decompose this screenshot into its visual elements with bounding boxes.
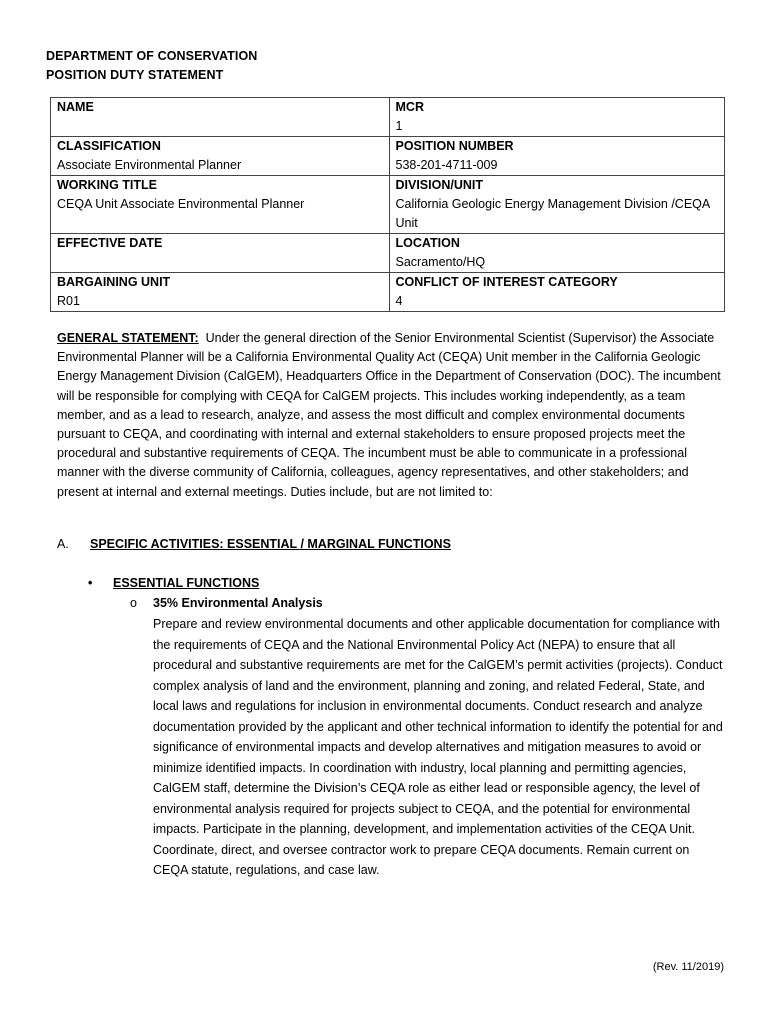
mcr-value: 1 bbox=[395, 119, 403, 133]
department-title: DEPARTMENT OF CONSERVATION bbox=[46, 49, 258, 63]
table-row bbox=[51, 234, 725, 273]
table-row bbox=[51, 98, 725, 137]
location-value: Sacramento/HQ bbox=[395, 255, 486, 269]
name-cell bbox=[51, 98, 390, 137]
classification-cell bbox=[51, 137, 390, 176]
essential-functions-title: ESSENTIAL FUNCTIONS bbox=[113, 576, 260, 590]
coi-value: 4 bbox=[395, 294, 403, 308]
position-number-value: 538-201-4711-009 bbox=[395, 158, 498, 172]
general-statement-text: Under the general direction of the Senior Environmental Scientist (Supervisor) the Associate Environmental Planner will be a California Environmental Quality Act (CEQA) Unit member in the California Geologic Energy Management Division (CalGEM), Headquarters Office in the Department of Conservation (DOC). The incumbent will be responsible for complying with CEQA for CalGEM projects. This includes working independently, as a team member, and as a lead to research, analyze, and assess the most difficult and complex environmental documents pursuant to CEQA, and coordinating with internal and external stakeholders to ensure proposed projects meet the procedural and substantive requirements of CEQA. The incumbent must be able to communicate in a professional manner with the diverse community of California, colleagues, agency representatives, and other stakeholders; and present at internal and external meetings. Duties include, but are not limited to: bbox=[57, 331, 721, 499]
effective-date-label: EFFECTIVE DATE bbox=[57, 236, 163, 250]
environmental-analysis-description: Prepare and review environmental documents and other applicable documentation for compliance with the requirements of CEQA and the National Environmental Policy Act (NEPA) to ensure that all procedural and substantive requirements are met for the CalGEM’s permit activities (projects). Conduct complex analysis of land and the environment, planning and zoning, and related Federal, State, and local laws and regulations for inclusion in environmental documents. Conduct research and analyze documentation provided by the applicant and other technical information to identify the potential for and significance of environmental impacts and develop alternatives and mitigation measures to avoid or minimize identified impacts. In coordination with industry, local planning and permitting agencies, CalGEM staff, determine the Division’s CEQA role as either lead or responsible agency, the level of environmental analysis required for projects subject to CEQA, and the potential for environmental impacts. Participate in the planning, development, and implementation activities of the CEQA Unit. Coordinate, direct, and oversee contractor work to prepare CEQA documents. Remain current on CEQA statute, regulations, and case law. bbox=[153, 617, 723, 877]
division-label: DIVISION/UNIT bbox=[395, 178, 484, 192]
classification-label: CLASSIFICATION bbox=[57, 139, 161, 153]
table-row bbox=[51, 176, 725, 234]
environmental-analysis-title: 35% Environmental Analysis bbox=[153, 596, 323, 610]
name-label: NAME bbox=[57, 100, 94, 114]
table-row bbox=[51, 137, 725, 176]
working-title-label: WORKING TITLE bbox=[57, 178, 157, 192]
bullet-icon: • bbox=[88, 576, 93, 590]
bargaining-unit-label: BARGAINING UNIT bbox=[57, 275, 171, 289]
working-title-value: CEQA Unit Associate Environmental Planner bbox=[57, 197, 305, 211]
division-cell bbox=[389, 176, 725, 234]
section-a-letter: A. bbox=[57, 537, 69, 551]
mcr-cell bbox=[389, 98, 725, 137]
coi-cell bbox=[389, 273, 725, 312]
position-info-table bbox=[50, 97, 725, 312]
location-label: LOCATION bbox=[395, 236, 460, 250]
division-value: California Geologic Energy Management Division /CEQA Unit bbox=[395, 197, 710, 230]
section-a-title: SPECIFIC ACTIVITIES: ESSENTIAL / MARGINAL FUNCTIONS bbox=[90, 537, 451, 551]
mcr-label: MCR bbox=[395, 100, 424, 114]
general-statement-heading: GENERAL STATEMENT: bbox=[57, 331, 199, 345]
bargaining-unit-value: R01 bbox=[57, 294, 80, 308]
general-statement bbox=[57, 329, 729, 502]
location-cell bbox=[389, 234, 725, 273]
classification-value: Associate Environmental Planner bbox=[57, 158, 242, 172]
position-number-label: POSITION NUMBER bbox=[395, 139, 514, 153]
position-number-cell bbox=[389, 137, 725, 176]
revision-footer: (Rev. 11/2019) bbox=[652, 961, 724, 973]
effective-date-cell bbox=[51, 234, 390, 273]
working-title-cell bbox=[51, 176, 390, 234]
table-row bbox=[51, 273, 725, 312]
document-title: POSITION DUTY STATEMENT bbox=[46, 68, 224, 82]
circle-bullet-icon: o bbox=[130, 596, 137, 610]
bargaining-unit-cell bbox=[51, 273, 390, 312]
coi-label: CONFLICT OF INTEREST CATEGORY bbox=[395, 275, 618, 289]
